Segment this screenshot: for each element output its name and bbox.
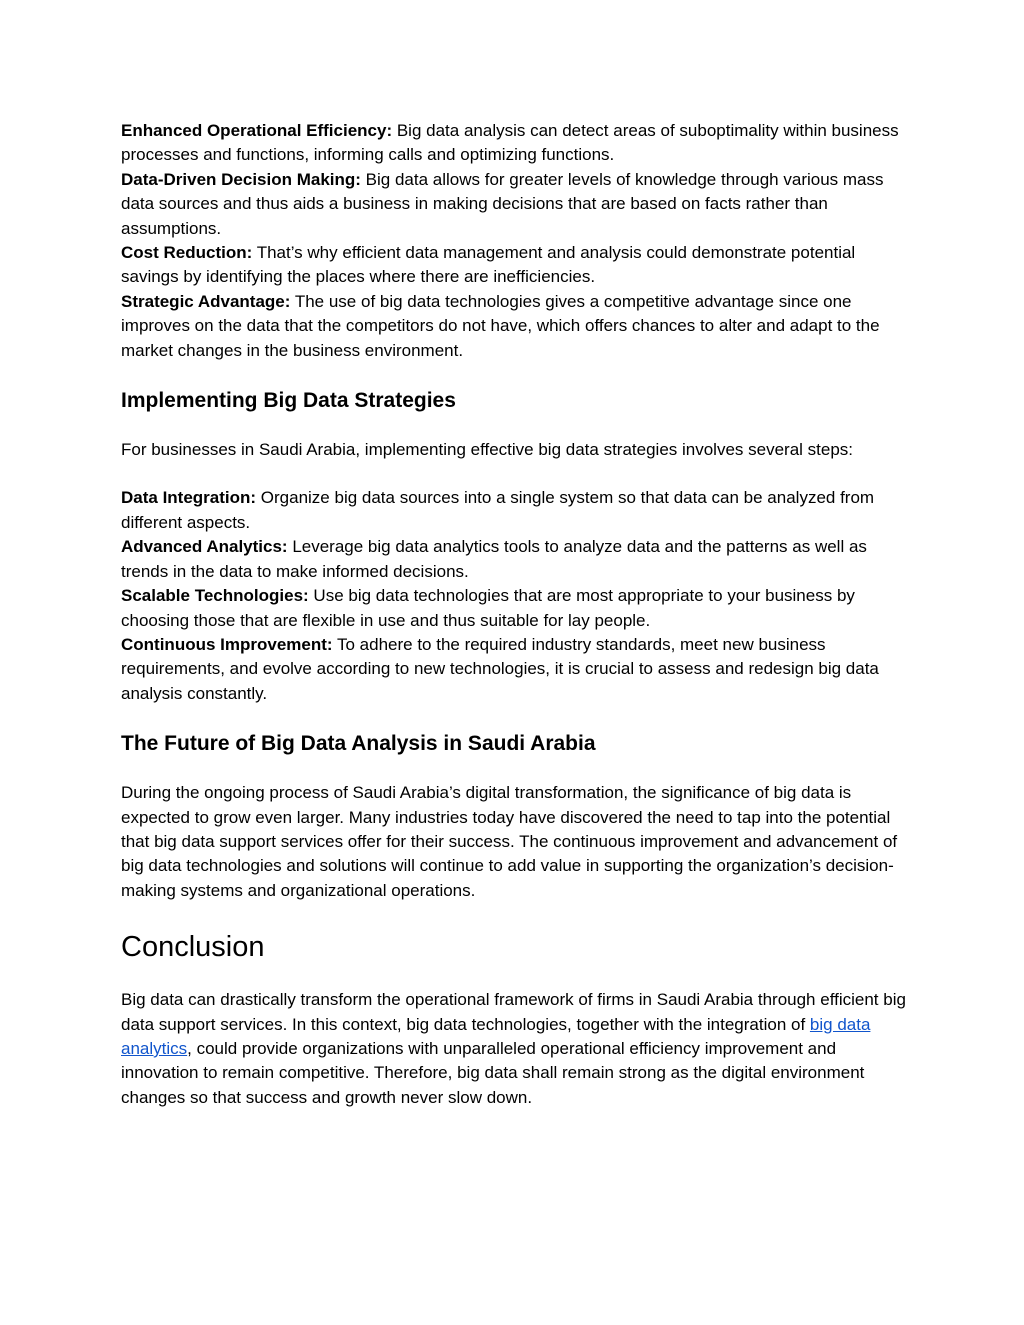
future-body: During the ongoing process of Saudi Arabia’s digital transformation, the significance of big data is expected to grow even larger. Many industries today have discovered the need to tap into the potential that big data support services offer for their success. The continuous improvement and advancement of big data technologies and solutions will continue to add value in supporting the organization’s decision-making systems and organizational operations. — [121, 783, 898, 900]
conclusion-text-before-link: Big data can drastically transform the operational framework of firms in Saudi Arabia through efficient big data support services. In this context, big data technologies, together with the integration of — [121, 990, 906, 1034]
benefit-text: Big data analysis can detect areas of suboptimality within business processes and functions, informing calls and optimizing functions. — [121, 121, 899, 165]
step-title: Data Integration: — [121, 488, 257, 508]
benefit-text: That’s why efficient data management and analysis could demonstrate potential savings by identifying the places where there are inefficiencies. — [121, 243, 856, 287]
implementing-intro: For businesses in Saudi Arabia, implementing effective big data strategies involves several steps: — [121, 440, 854, 460]
conclusion-text-after-link: , could provide organizations with unparalleled operational efficiency improvement and innovation to remain competitive. Therefore, big data shall remain strong as the digital environment changes so that success and growth never slow down. — [121, 1038, 865, 1107]
benefit-text: The use of big data technologies gives a competitive advantage since one improves on the data that the competitors do not have, which offers chances to alter and adapt to the market changes in the business environment. — [121, 291, 880, 360]
strategy-step — [121, 584, 906, 633]
step-title: Advanced Analytics: — [121, 537, 288, 557]
conclusion-body — [121, 988, 906, 1110]
benefit-item — [121, 241, 906, 290]
document-page — [121, 119, 906, 1110]
benefit-title: Cost Reduction: — [121, 243, 253, 263]
benefit-item — [121, 290, 906, 363]
implementing-heading: Implementing Big Data Strategies — [121, 389, 456, 413]
strategy-step — [121, 535, 906, 584]
conclusion-heading: Conclusion — [121, 931, 265, 964]
step-text: To adhere to the required industry standards, meet new business requirements, and evolve according to new technologies, it is crucial to assess and redesign big data analysis constantly. — [121, 634, 879, 703]
future-heading: The Future of Big Data Analysis in Saudi Arabia — [121, 732, 596, 756]
step-text: Use big data technologies that are most appropriate to your business by choosing those that are flexible in use and thus suitable for lay people. — [121, 586, 855, 630]
strategy-step — [121, 486, 906, 535]
benefit-text: Big data allows for greater levels of knowledge through various mass data sources and thus aids a business in making decisions that are based on facts rather than assumptions. — [121, 169, 884, 238]
step-title: Scalable Technologies: — [121, 586, 309, 606]
benefit-title: Enhanced Operational Efficiency: — [121, 121, 393, 140]
strategy-step — [121, 633, 906, 706]
big-data-analytics-link[interactable]: big data analytics — [121, 1014, 871, 1058]
benefit-title: Strategic Advantage: — [121, 291, 291, 311]
benefit-title: Data-Driven Decision Making: — [121, 169, 361, 189]
step-text: Leverage big data analytics tools to analyze data and the patterns as well as trends in the data to make informed decisions. — [121, 537, 867, 581]
step-title: Continuous Improvement: — [121, 634, 333, 654]
step-text: Organize big data sources into a single system so that data can be analyzed from different aspects. — [121, 488, 875, 532]
benefit-item — [121, 119, 906, 168]
benefit-item — [121, 168, 906, 241]
